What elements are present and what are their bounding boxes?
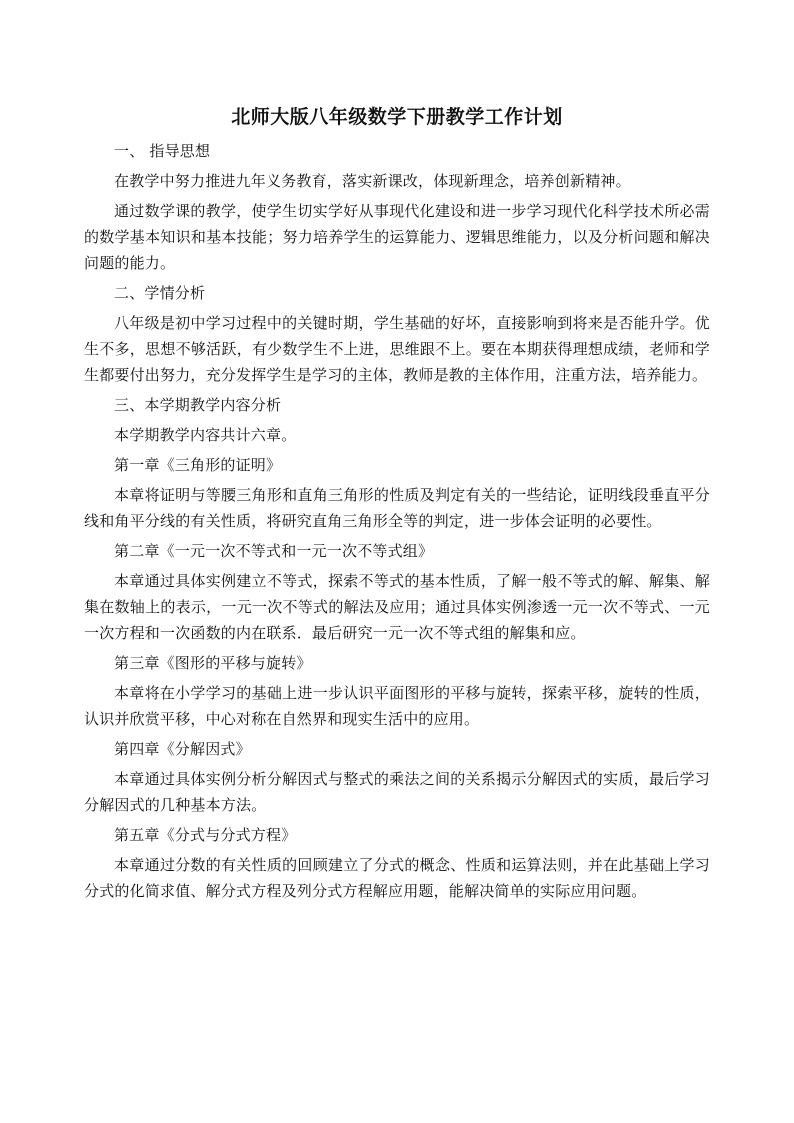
paragraph: 本章将证明与等腰三角形和直角三角形的性质及判定有关的一些结论，证明线段垂直平分线和角平分线的有关性质，将研究直角三角形全等的判定，进一步体会证明的必要性。 — [84, 486, 710, 530]
document-title: 北师大版八年级数学下册教学工作计划 — [231, 106, 563, 128]
chapter-heading: 第四章《分解因式》 — [114, 740, 251, 758]
paragraph: 在教学中努力推进九年义务教育，落实新课改，体现新理念，培养创新精神。 — [114, 172, 631, 190]
chapter-heading: 第三章《图形的平移与旋转》 — [114, 654, 312, 672]
section-heading: 二、学情分析 — [114, 284, 206, 302]
paragraph: 本学期教学内容共计六章。 — [114, 426, 297, 444]
document-page — [84, 104, 710, 908]
section-heading: 一、 指导思想 — [114, 142, 211, 160]
paragraph: 本章通过具体实例分析分解因式与整式的乘法之间的关系揭示分解因式的实质，最后学习分解因式的几种基本方法。 — [84, 770, 710, 814]
paragraph: 本章将在小学学习的基础上进一步认识平面图形的平移与旋转，探索平移，旋转的性质，认识并欣赏平移，中心对称在自然界和现实生活中的应用。 — [84, 684, 710, 728]
chapter-heading: 第五章《分式与分式方程》 — [114, 826, 297, 844]
section-heading: 三、本学期教学内容分析 — [114, 396, 282, 414]
paragraph: 通过数学课的教学，使学生切实学好从事现代化建设和进一步学习现代化科学技术所必需的数学基本知识和基本技能；努力培养学生的运算能力、逻辑思维能力，以及分析问题和解决问题的能力。 — [84, 202, 710, 272]
chapter-heading: 第一章《三角形的证明》 — [114, 456, 282, 474]
paragraph: 八年级是初中学习过程中的关键时期，学生基础的好坏，直接影响到将来是否能升学。优生不多，思想不够活跃，有少数学生不上进，思维跟不上。要在本期获得理想成绩，老师和学生都要付出努力，充分发挥学生是学习的主体，教师是教的主体作用，注重方法，培养能力。 — [84, 314, 710, 384]
chapter-heading: 第二章《一元一次不等式和一元一次不等式组》 — [114, 542, 434, 560]
paragraph: 本章通过分数的有关性质的回顾建立了分式的概念、性质和运算法则，并在此基础上学习分式的化简求值、解分式方程及列分式方程解应用题，能解决简单的实际应用问题。 — [84, 856, 710, 900]
paragraph: 本章通过具体实例建立不等式，探索不等式的基本性质，了解一般不等式的解、解集、解集在数轴上的表示，一元一次不等式的解法及应用；通过具体实例渗透一元一次不等式、一元一次方程和一次函数的内在联系．最后研究一元一次不等式组的解集和应。 — [84, 572, 710, 642]
